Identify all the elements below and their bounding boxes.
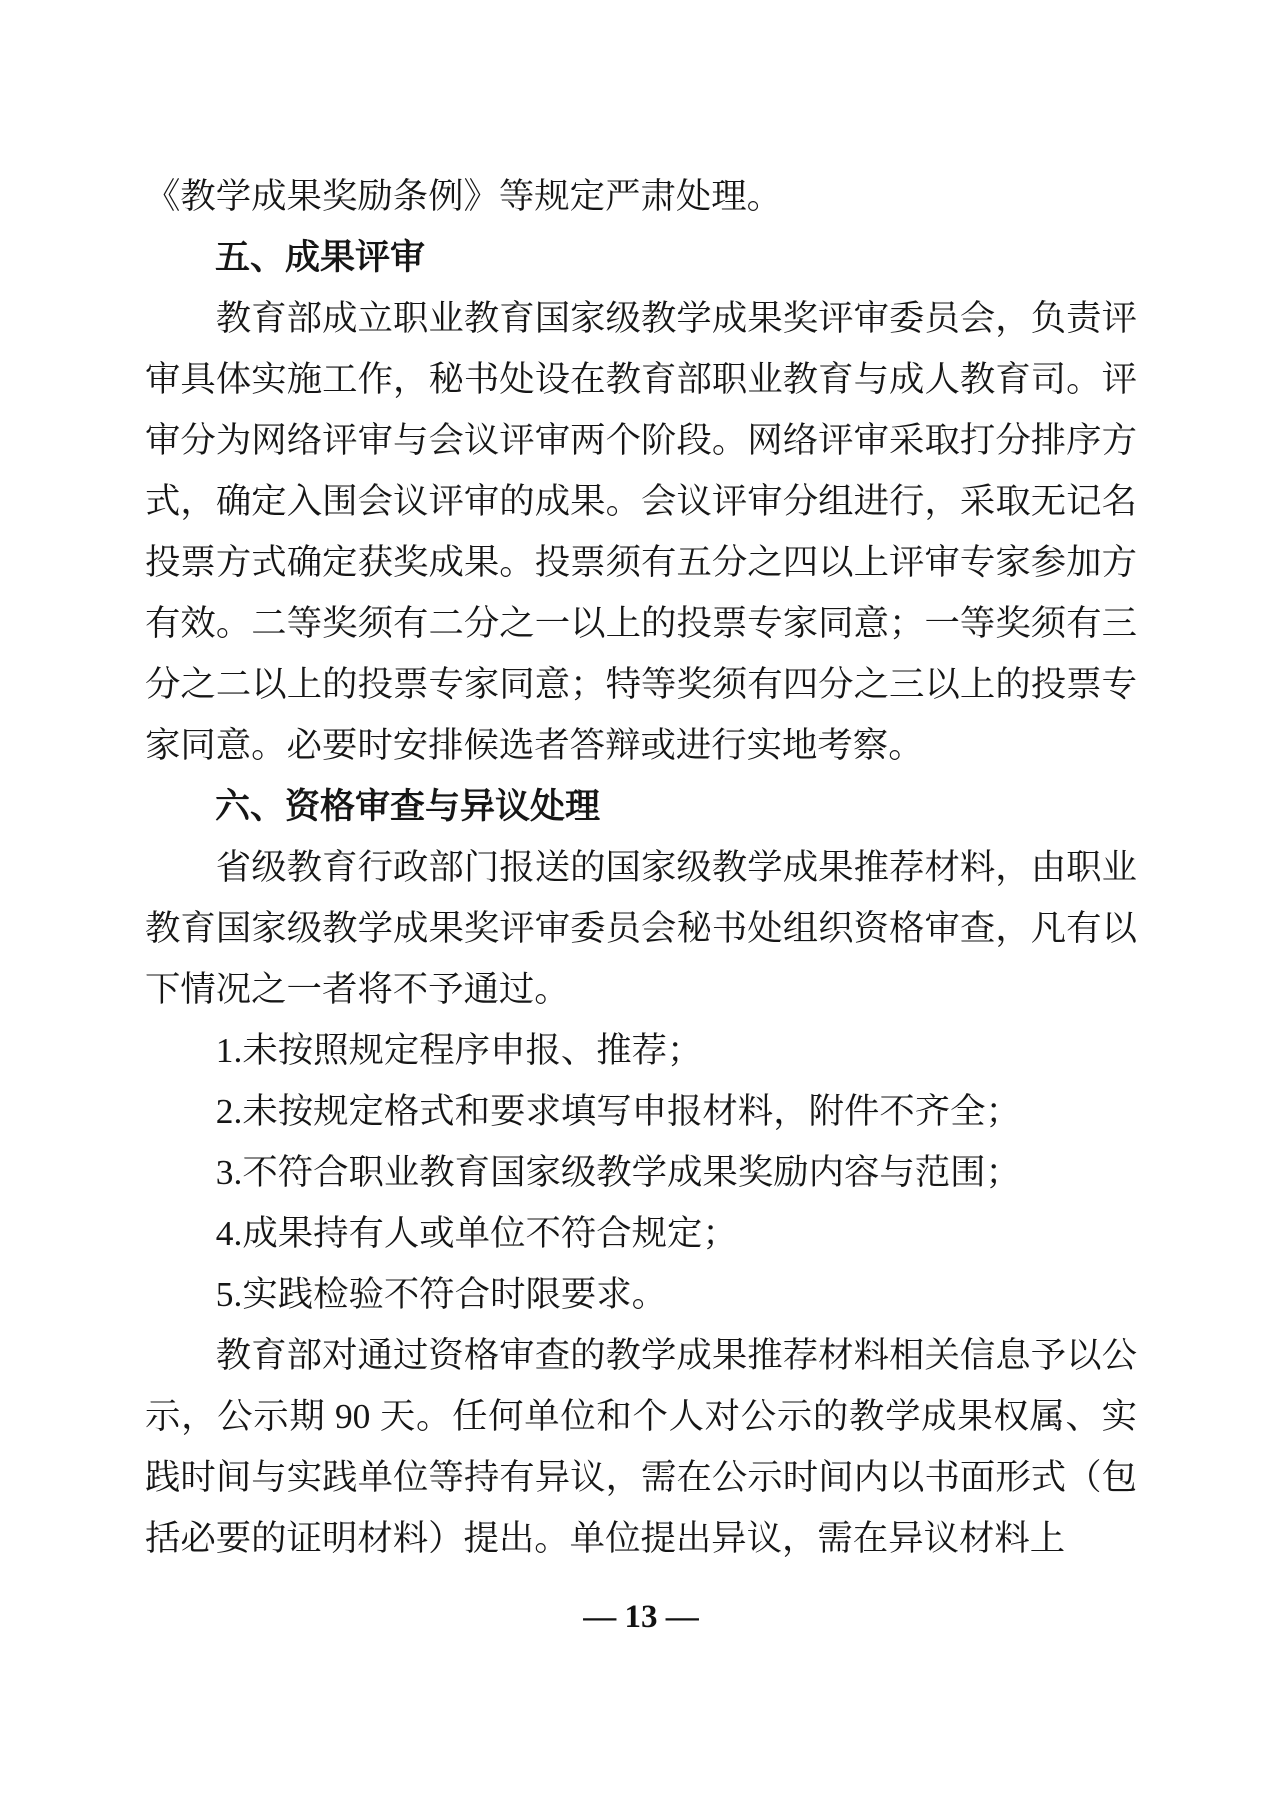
section-heading: 五、成果评审	[215, 238, 426, 277]
section-heading: 六、资格审查与异议处理	[215, 787, 601, 826]
document-page	[145, 166, 1137, 1569]
body-paragraph: 教育部成立职业教育国家级教学成果奖评审委员会，负责评审具体实施工作，秘书处设在教育部职业教育与成人教育司。评审分为网络评审与会议评审两个阶段。网络评审采取打分排序方式，确定入围会议评审的成果。会议评审分组进行，采取无记名投票方式确定获奖成果。投票须有五分之四以上评审专家参加方有效。二等奖须有二分之一以上的投票专家同意；一等奖须有三分之二以上的投票专家同意；特等奖须有四分之三以上的投票专家同意。必要时安排候选者答辩或进行实地考察。	[145, 298, 1137, 765]
page-number: — 13 —	[583, 1599, 699, 1635]
numbered-item: 2.未按规定格式和要求填写申报材料，附件不齐全；	[215, 1091, 1021, 1131]
numbered-item: 4.成果持有人或单位不符合规定；	[215, 1213, 738, 1253]
numbered-item: 3.不符合职业教育国家级教学成果奖励内容与范围；	[215, 1152, 1021, 1192]
numbered-item: 1.未按照规定程序申报、推荐；	[215, 1030, 703, 1070]
page-footer	[145, 1592, 1137, 1642]
numbered-item: 5.实践检验不符合时限要求。	[215, 1274, 668, 1314]
body-paragraph: 教育部对通过资格审查的教学成果推荐材料相关信息予以公示，公示期 90 天。任何单位和个人对公示的教学成果权属、实践时间与实践单位等持有异议，需在公示时间内以书面形式（包括必要的证明材料）提出。单位提出异议，需在异议材料上	[145, 1335, 1137, 1558]
body-paragraph: 省级教育行政部门报送的国家级教学成果推荐材料，由职业教育国家级教学成果奖评审委员会秘书处组织资格审查，凡有以下情况之一者将不予通过。	[145, 847, 1137, 1009]
body-paragraph-continuation: 《教学成果奖励条例》等规定严肃处理。	[145, 176, 783, 216]
